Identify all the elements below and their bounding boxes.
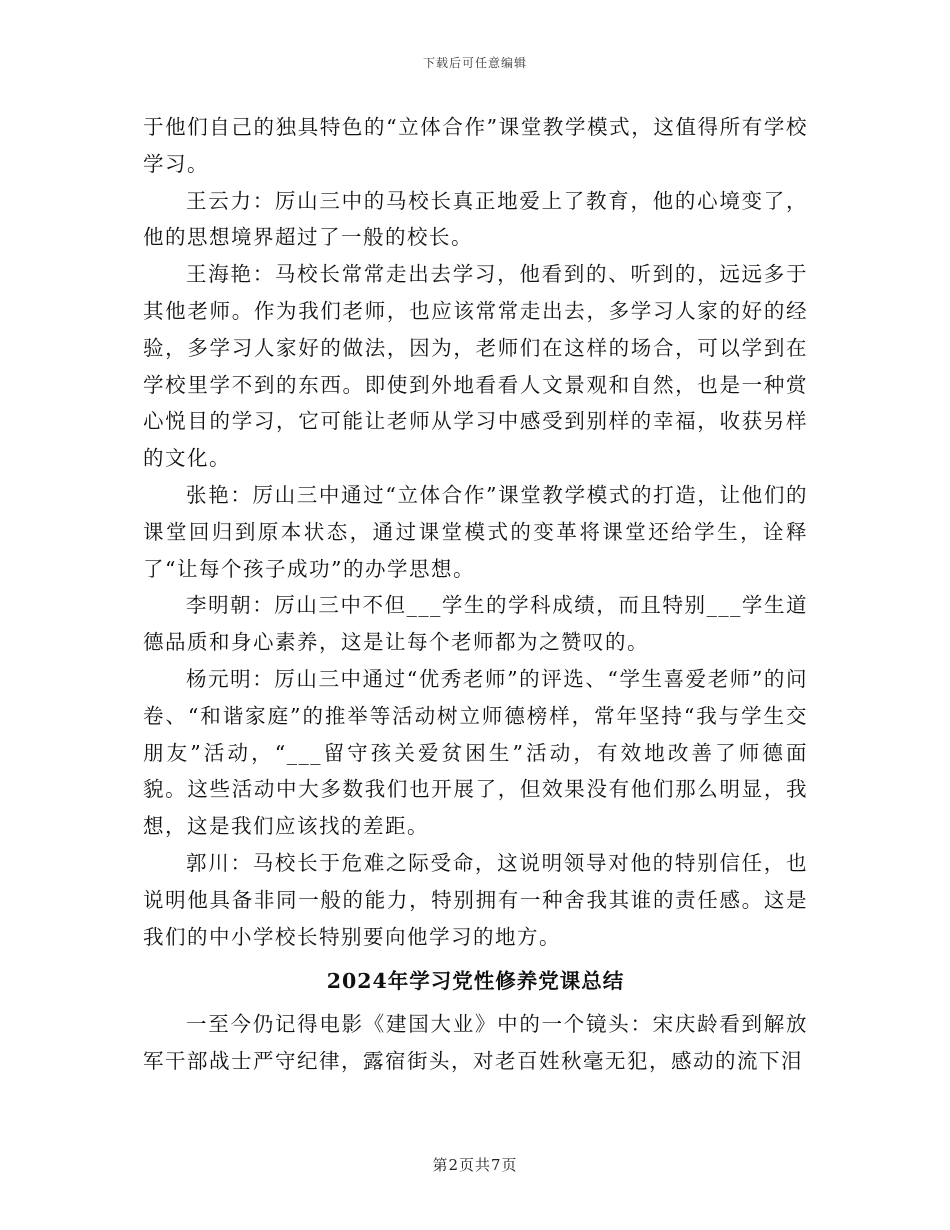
document-body — [143, 109, 808, 1080]
section-title: 2024年学习党性修养党课总结 — [326, 969, 625, 994]
paragraph-continuation: 于他们自己的独具特色的“立体合作”课堂教学模式，这值得所有学校学习。 — [143, 115, 808, 176]
page-header: 下载后可任意编辑 — [422, 56, 527, 70]
paragraph-li-mingchao: 李明朝：厉山三中不但___学生的学科成绩，而且特别___学生道德品质和身心素养，这是让每个老师都为之赞叹的。 — [143, 593, 808, 655]
page-number: 第2页共7页 — [432, 1156, 518, 1174]
section-paragraph: 一至今仍记得电影《建国大业》中的一个镜头：宋庆龄看到解放军干部战士严守纪律，露宿街头，对老百姓秋毫无犯，感动的流下泪 — [143, 1012, 808, 1073]
paragraph-zhang-yan: 张艳：厉山三中通过“立体合作”课堂教学模式的打造，让他们的课堂回归到原本状态，通过课堂模式的变革将课堂还给学生，诠释了“让每个孩子成功”的办学思想。 — [143, 482, 808, 581]
paragraph-wang-yunli: 王云力：厉山三中的马校长真正地爱上了教育，他的心境变了，他的思想境界超过了一般的校长。 — [143, 188, 808, 250]
paragraph-guo-chuan: 郭川：马校长于危难之际受命，这说明领导对他的特别信任，也说明他具备非同一般的能力，特别拥有一种舍我其谁的责任感。这是我们的中小学校长特别要向他学习的地方。 — [143, 850, 808, 949]
paragraph-yang-yuanming: 杨元明：厉山三中通过“优秀老师”的评选、“学生喜爱老师”的问卷、“和谐家庭”的推举等活动树立师德榜样，常年坚持“我与学生交朋友”活动，“___留守孩关爱贫困生”活动，有效地改善了师德面貌。这些活动中大多数我们也开展了，但效果没有他们那么明显，我想，这是我们应该找的差距。 — [143, 666, 808, 839]
paragraph-wang-haiyan: 王海艳：马校长常常走出去学习，他看到的、听到的，远远多于其他老师。作为我们老师，也应该常常走出去，多学习人家的好的经验，多学习人家好的做法，因为，老师们在这样的场合，可以学到在学校里学不到的东西。即使到外地看看人文景观和自然，也是一种赏心悦目的学习，它可能让老师从学习中感受到别样的幸福，收获另样的文化。 — [143, 262, 808, 471]
